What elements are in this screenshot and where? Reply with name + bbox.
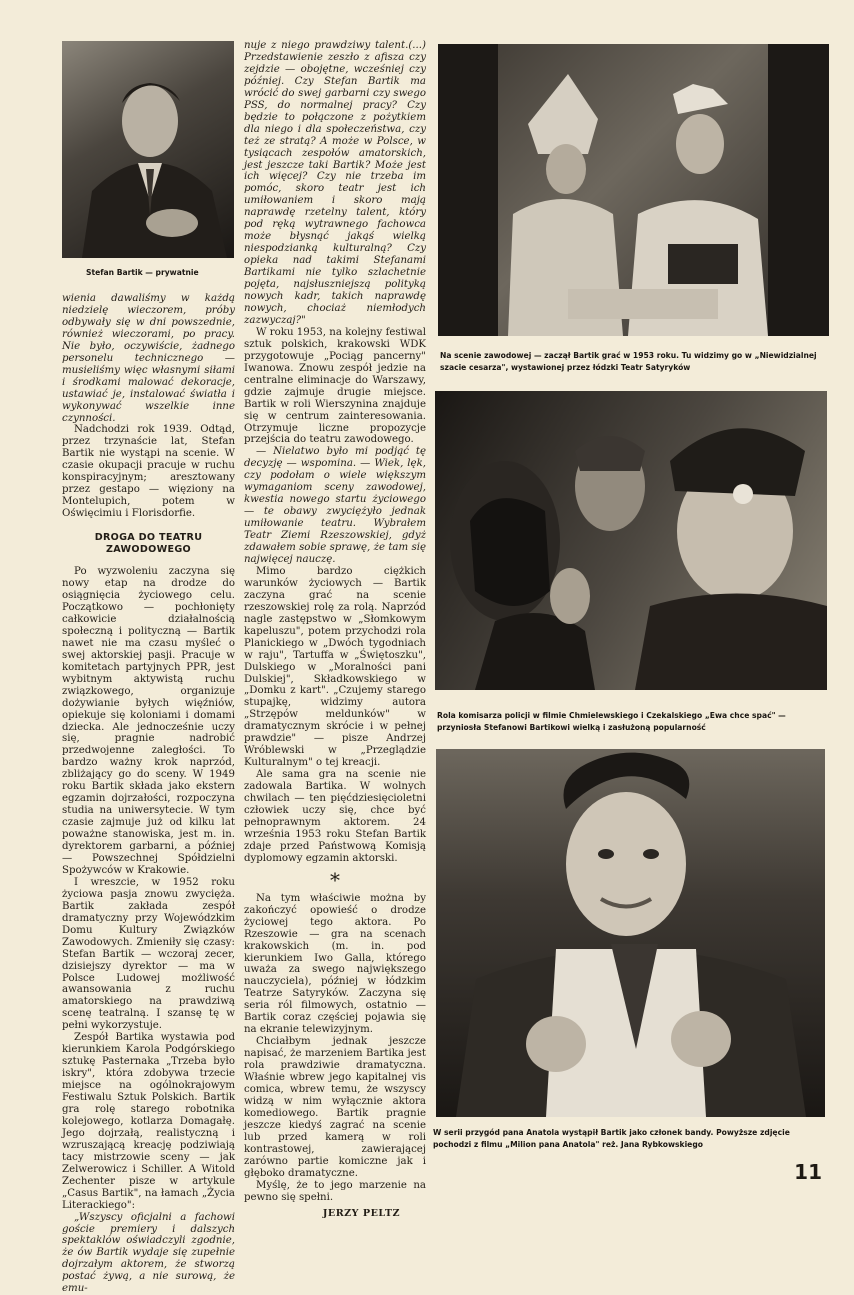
page-number: 11: [794, 1160, 822, 1184]
col1-quote-1: „Wszyscy oficjalni a fachowi goście premiery i dalszych spektaklów oświadczyli zgodnie, że ów Bartik wydaje się zupełnie dojrzałym aktorem, że stworzą postać żywą, a nie surową, że emu-: [62, 1211, 235, 1295]
film-anatol-figure: [436, 749, 825, 1117]
stage-photo: [438, 44, 829, 336]
portrait-photo: [62, 41, 234, 258]
section-heading: DROGA DO TEATRU ZAWODOWEGO: [94, 532, 203, 556]
col1-paragraph-5: Zespół Bartika wystawia pod kierunkiem Karola Podgórskiego sztukę Pasternaka „Trzeba było iskry", która zdobywa trzecie miejsce na ogólnokrajowym Festiwalu Sztuk Polskich. Bartik gra rolę starego robotnika kolejowego, kotlarza Domagałę. Jego dojrzałą, realistyczną i wzruszającą kreację podziwiają tacy mistrzowie sceny — jak Zelwerowicz i Schiller. A Witold Zechenter pisze w artykule „Casus Bartik", na łamach „Życia Literackiego":: [62, 1032, 235, 1211]
stage-figures: [438, 44, 829, 336]
article-column-1: [62, 293, 235, 1295]
author-signature: JERZY PELTZ: [322, 1207, 400, 1219]
section-divider-asterisk: *: [330, 867, 340, 892]
col2-paragraph-5: Chciałbym jednak jeszcze napisać, że marzeniem Bartika jest rola prawdziwie dramatyczna. Właśnie wbrew jego kapitalnej vis comica, wbrew temu, że wszyscy widzą w nim wyłącznie aktora komediowego. Bartik pragnie jeszcze kiedyś zagrać na scenie lub przed kamerą w roli kontrastowej, zawierającej zarówno partie komiczne jak i głęboko dramatyczne.: [244, 1036, 426, 1179]
film-anatol-photo: [436, 749, 825, 1117]
col2-paragraph-4: Na tym właściwie można by zakończyć opowieść o drodze życiowej tego aktora. Po Rzeszowie — gra na scenach krakowskich (m. in. pod kierunkiem Iwo Galla, którego uważa za swego największego nauczyciela), później w łódzkim Teatrze Satyryków. Zaczyna się seria ról filmowych, ostatnio — Bartik coraz częściej pojawia się na ekranie telewizyjnym.: [244, 892, 426, 1036]
col2-paragraph-6: Myślę, że to jego marzenie na pewno się spełni.: [244, 1179, 426, 1203]
portrait-caption: Stefan Bartik — prywatnie: [86, 268, 199, 277]
col2-paragraph-1: W roku 1953, na kolejny festiwal sztuk polskich, krakowski WDK przygotowuje „Pociąg pancerny" Iwanowa. Znowu zespół jedzie na centralne eliminacje do Warszawy, gdzie zajmuje drugie miejsce. Bartik w roli Wierszynina znajduje się w centrum zainteresowania. Otrzymuje liczne propozycje przejścia do teatru zawodowego.: [244, 326, 426, 446]
stage-caption: Na scenie zawodowej — zaczął Bartik grać w 1953 roku. Tu widzimy go w „Niewidzialnej szacie cesarza", wystawionej przez łódzki Teatr Satyryków: [440, 351, 817, 372]
col2-quote-1: nuje z niego prawdziwy talent.(...) Przedstawienie zeszło z afisza czy zejdzie — obojętne, wcześniej czy później. Czy Stefan Bartik ma wrócić do swej garbarni czy swego PSS, do normalnej pracy? Czy będzie to połączone z pożytkiem dla niego i dla społeczeństwa, czy też ze stratą? A może w Polsce, w tysiącach zespołów amatorskich, jest jeszcze taki Bartik? Może jest ich więcej? Czy nie trzeba im pomóc, skoro teatr jest ich umiłowaniem i skoro mają naprawdę rzetelny talent, który pod ręką wytrawnego fachowca może błysnąć jakąś wielką niespodzianką kulturalną? Czy opieka nad takimi Stefanami Bartikami nie tylko szlachetnie pojęta, najsłuszniejszą polityką nowych kadr, takich naprawdę nowych, chociaż niemłodych zazwyczaj?": [244, 40, 426, 326]
film-ewa-caption: Rola komisarza policji w filmie Chmielewskiego i Czekalskiego „Ewa chce spać" — przyniosła Stefanowi Bartikowi wielką i zasłużoną popularność: [437, 711, 786, 732]
col1-paragraph-2: Nadchodzi rok 1939. Odtąd, przez trzynaście lat, Stefan Bartik nie wystąpi na scenie. W czasie okupacji pracuje w ruchu konspiracyjnym; aresztowany przez gestapo — więziony na Montelupich, potem w Oświęcimiu i Florisdorfie.: [62, 424, 235, 520]
col2-paragraph-3: Ale sama gra na scenie nie zadowala Bartika. W wolnych chwilach — ten pięćdziesięcioletni człowiek uczy się, chce być pełnoprawnym aktorem. 24 września 1953 roku Stefan Bartik zdaje przed Państwową Komisją dyplomowy egzamin aktorski.: [244, 769, 426, 864]
film-ewa-figures: [435, 391, 827, 690]
portrait-figure: [62, 41, 234, 258]
col1-paragraph-1: wienia dawaliśmy w każdą niedzielę wieczorem, próby odbywały się w dni powszednie, również wieczorami, po pracy. Nie było, oczywiście, żadnego personelu technicznego — musieliśmy więc własnymi siłami i środkami malować dekoracje, ustawiać je, instalować światła i wykonywać wszelkie inne czynności.: [62, 293, 235, 424]
col1-paragraph-4: I wreszcie, w 1952 roku życiowa pasja znowu zwycięża. Bartik zakłada zespół dramatyczny przy Wojewódzkim Domu Kultury Związków Zawodowych. Zmieniły się czasy: Stefan Bartik — wczoraj zecer, dzisiejszy dyrektor — ma w Polsce Ludowej możliwość awansowania z ruchu amatorskiego na prawdziwą scenę teatralną. I szansę tę w pełni wykorzystuje.: [62, 876, 235, 1032]
film-anatol-caption: W serii przygód pana Anatola wystąpił Bartik jako członek bandy. Powyższe zdjęcie pochodzi z filmu „Milion pana Anatola" reż. Jana Rybkowskiego: [433, 1128, 790, 1149]
col1-paragraph-3: Po wyzwoleniu zaczyna się nowy etap na drodze do osiągnięcia życiowego celu. Początkowo — pochłonięty całkowicie działalnością społeczną i polityczną — Bartik nawet nie ma czasu myśleć o swej aktorskiej pasji. Pracuje w komitetach partyjnych PPR, jest wybitnym aktywistą ruchu związkowego, organizuje dożywianie byłych więźniów, opiekuje się koloniami i domami dziecka. Ale jednocześnie uczy się, pragnie nadrobić przedwojenne zaległości. To bardzo ważny krok naprzód, zbliżający go do sceny. W 1949 roku Bartik składa jako ekstern egzamin dojrzałości, rozpoczyna studia na uniwersytecie. W tym czasie zajmuje już od kilku lat poważne stanowiska, jest m. in. dyrektorem garbarni, a później — Powszechnej Spółdzielni Spożywców w Krakowie.: [62, 566, 235, 876]
article-column-2: [244, 40, 426, 1220]
col2-paragraph-2: Mimo bardzo ciężkich warunków życiowych — Bartik zaczyna grać na scenie rzeszowskiej rolę za rolą. Naprzód nagle zastępstwo w „Słomkowym kapeluszu", potem przychodzi rola Planickiego w „Dwóch tygodniach w raju", Tartuffa w „Świętoszku", Dulskiego w „Moralności pani Dulskiej", Składkowskiego w „Domku z kart". „Czujemy starego stupajkę, widzimy autora „Strzępów meldunków" w dramatycznym skrócie i w pełnej prawdzie" — pisze Andrzej Wróblewski w „Przeglądzie Kulturalnym" o tej kreacji.: [244, 565, 426, 769]
film-ewa-photo: [435, 391, 827, 690]
col2-quote-2: — Nielatwo było mi podjąć tę decyzję — wspomina. — Wiek, lęk, czy podołam o wiele większym wymaganiom sceny zawodowej, kwestia nowego startu życiowego — te obawy zwyciężyło jednak umiłowanie teatru. Wybrałem Teatr Ziemi Rzeszowskiej, gdyż zdawałem sobie sprawę, że tam się najwięcej nauczę.: [244, 446, 426, 565]
